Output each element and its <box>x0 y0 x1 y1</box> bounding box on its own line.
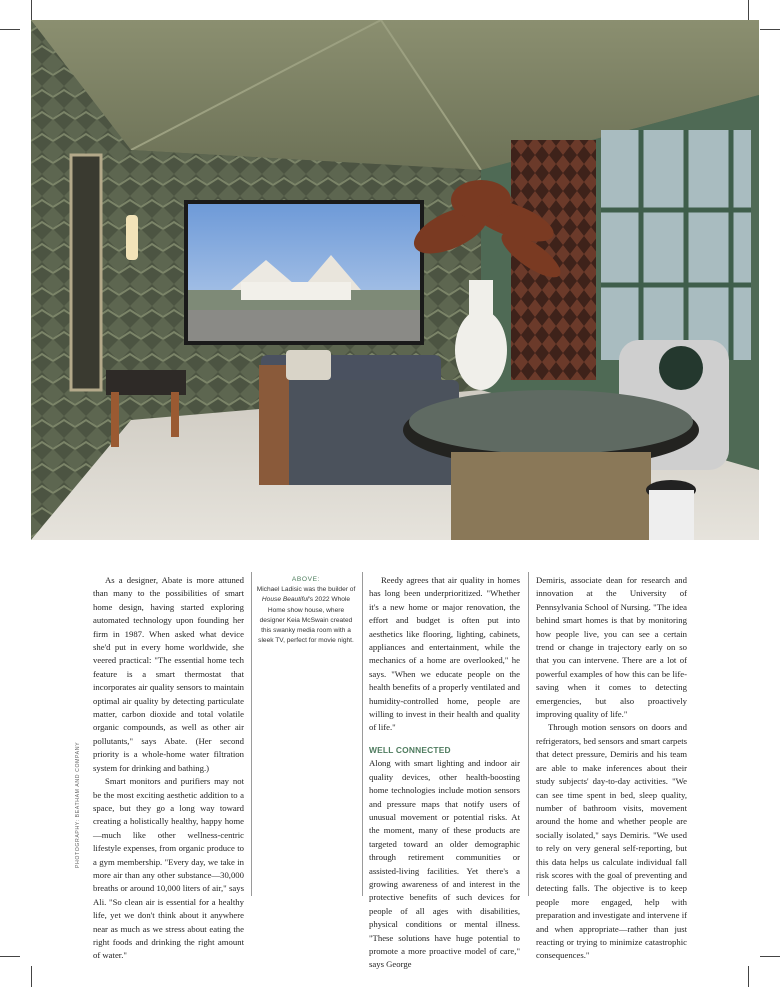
paragraph: Reedy agrees that air quality in homes has long been underprioritized. "Whether it's a new home or major renovation, the effort and budget is often put into aesthetics like flooring, lighting, cabinets, appliances and entertainment, while the mechanics of a home are overlooked," he says. "When we educate people on the health benefits of a properly ventilated and humidity-controlled home, people are willing to invest in their health and quality of life." <box>369 575 520 733</box>
caption-magazine-name: House Beautiful <box>261 596 309 604</box>
column-rule <box>528 572 529 896</box>
article-column-4 <box>536 574 687 963</box>
caption-label: ABOVE: <box>291 576 321 583</box>
crop-mark <box>0 29 20 30</box>
crop-mark <box>31 0 32 20</box>
article-column-1 <box>93 574 244 963</box>
paragraph: Demiris, associate dean for research and innovation at the University of Pennsylvania School of Nursing. "The idea behind smart homes is that by monitoring how people live, you can see a certain trend or change in trajectory early on so that you can intervene. There are a lot of powerful examples of how this can be life-saving when it comes to detecting emergencies, but also proactively improving quality of life." <box>536 575 687 720</box>
section-subhead: WELL CONNECTED <box>369 744 451 755</box>
crop-mark <box>748 0 749 20</box>
caption-text: 's 2022 Whole Home show house, where designer Keia McSwain created this swanky media room with a sleek TV, perfect for movie night. <box>258 596 354 645</box>
photo-credit: PHOTOGRAPHY: BEATHAM AND COMPANY <box>75 741 81 868</box>
paragraph: Smart monitors and purifiers may not be the most exciting aesthetic addition to a space, but they go a long way toward creating a holistically healthy, happy home—much like other wellness-centric lifestyle expenses, from organic produce to a gym membership. "Every day, we take in more air than any other substance—30,000 breaths or around 10,000 liters of air," says Ali. "So clean air is essential for a healthy life, yet we don't think about it anywhere near as much as we stress about eating the right foods and drinking the right amount of water." <box>93 776 244 961</box>
paragraph: As a designer, Abate is more attuned than many to the possibilities of smart home design, having started exploring automated technology upon founding her firm in 1987. When asked what device she'd put in every home worldwide, she veered practical: "The essential home tech feature is a smart thermostat that incorporates air quality sensors to maintain optimal air quality by detecting particulate matter, carbon dioxide and total volatile organic compounds, as well as other air pollutants," says Abate. (Her second priority is a whole-home water filtration system for drinking and bathing.) <box>93 575 244 773</box>
crop-mark <box>0 956 20 957</box>
article-column-3 <box>369 574 520 972</box>
living-room-photo <box>31 20 759 540</box>
crop-mark <box>760 956 780 957</box>
column-rule <box>251 572 252 896</box>
paragraph: Along with smart lighting and indoor air quality devices, other health-boosting home technologies include motion sensors and pressure maps that notify users of unusual movement or potential risks. At the moment, many of these products are targeted toward an older demographic through retirement communities or assisted-living facilities. Yet there's a growing awareness of and interest in the protective benefits of such devices for people of all ages with disabilities, physical conditions or mental illness. "These solutions have huge potential to promote a more proactive model of care," says George <box>369 758 520 970</box>
caption-text: Michael Ladisic was the builder of <box>256 586 356 594</box>
photo-caption <box>256 575 356 646</box>
crop-mark <box>31 966 32 987</box>
paragraph: Through motion sensors on doors and refrigerators, bed sensors and smart carpets that detect pressure, Demiris and his team are able to make inferences about their study subjects' day-to-day activities. "We can see time spent in bed, sleep quality, number of bathroom visits, movement around the home and whether people are socially isolated," says Demiris. "We used to rely on very general self-reporting, but this data helps us calculate individual fall risk scores with the goal of preventing and detecting falls. The objective is to keep people more engaged, help with preparation and investigate and intervene if and when appropriate—rather than just reacting or trying to minimize catastrophic consequences." <box>536 722 687 961</box>
column-rule <box>362 572 363 896</box>
crop-mark <box>748 966 749 987</box>
crop-mark <box>760 29 780 30</box>
